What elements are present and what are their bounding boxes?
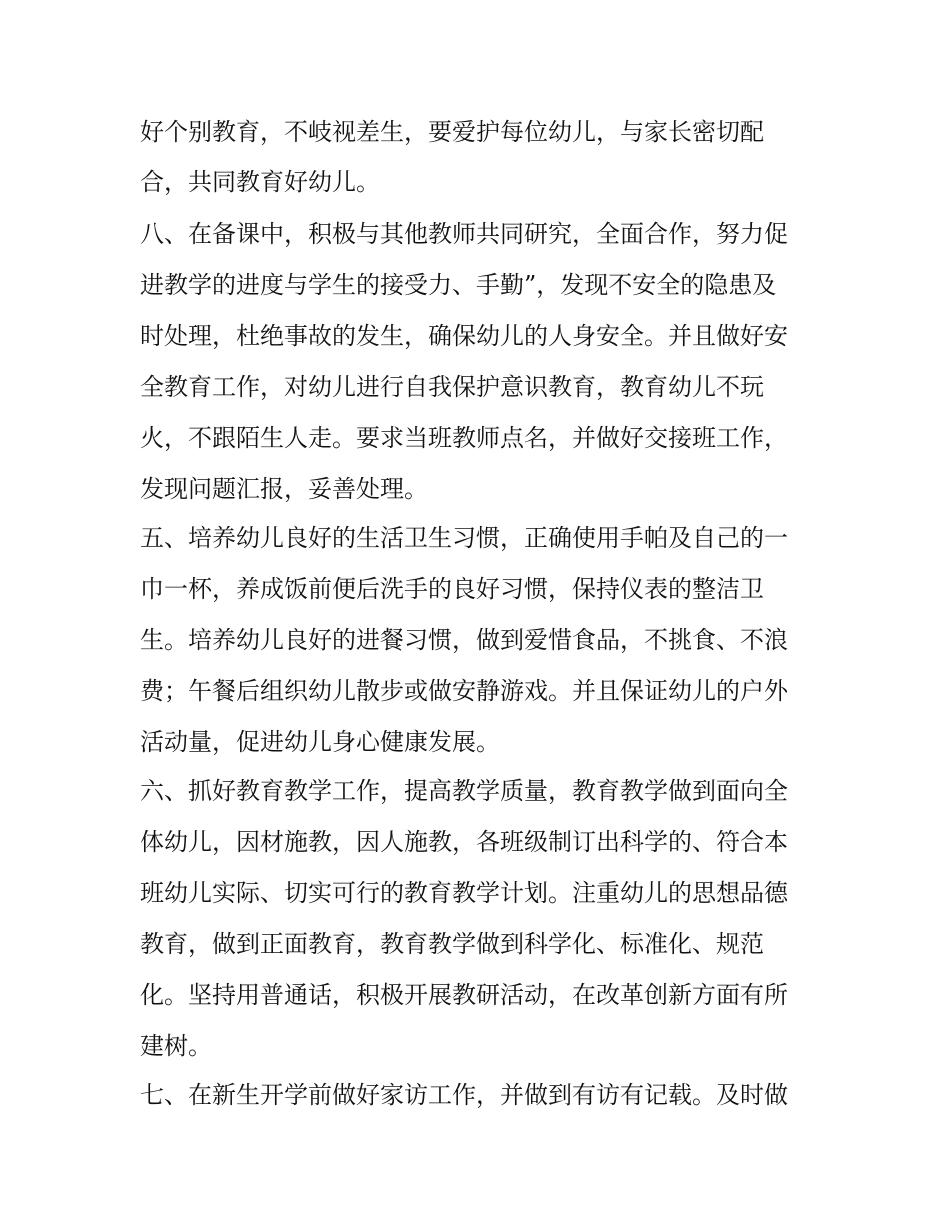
text-line: 全教育工作，对幼儿进行自我保护意识教育，教育幼儿不玩 — [140, 373, 764, 401]
text-line: 生。培养幼儿良好的进餐习惯，做到爱惜食品，不挑食、不浪 — [140, 626, 788, 654]
text-line: 建树。 — [140, 1032, 212, 1060]
text-line: 教育，做到正面教育，教育教学做到科学化、标准化、规范 — [140, 930, 764, 958]
text-line: 费；午餐后组织幼儿散步或做安静游戏。并且保证幼儿的户外 — [140, 677, 788, 705]
text-line: 发现问题汇报，妥善处理。 — [140, 475, 428, 503]
text-line: 合，共同教育好幼儿。 — [140, 168, 380, 196]
text-line: 八、在备课中，积极与其他教师共同研究，全面合作，努力促 — [140, 220, 788, 248]
text-line: 巾一杯，养成饭前便后洗手的良好习惯，保持仪表的整洁卫 — [140, 575, 764, 603]
text-line: 七、在新生开学前做好家访工作，并做到有访有记载。及时做 — [140, 1081, 788, 1109]
text-line: 班幼儿实际、切实可行的教育教学计划。注重幼儿的思想品德 — [140, 879, 788, 907]
text-line: 时处理，杜绝事故的发生，确保幼儿的人身安全。并且做好安 — [140, 322, 788, 350]
text-line: 五、培养幼儿良好的生活卫生习惯，正确使用手帕及自己的一 — [140, 524, 788, 552]
text-line: 化。坚持用普通话，积极开展教研活动，在改革创新方面有所 — [140, 981, 788, 1009]
text-line: 火，不跟陌生人走。要求当班教师点名，并做好交接班工作， — [140, 424, 788, 452]
text-line: 活动量，促进幼儿身心健康发展。 — [140, 728, 500, 756]
text-line: 六、抓好教育教学工作，提高教学质量，教育教学做到面向全 — [140, 777, 788, 805]
text-line: 好个别教育，不岐视差生，要爱护每位幼儿，与家长密切配 — [140, 118, 764, 146]
text-line: 进教学的进度与学生的接受力、手勤”，发现不安全的隐患及 — [140, 271, 777, 299]
text-line: 体幼儿，因材施教，因人施教，各班级制订出科学的、符合本 — [140, 828, 788, 856]
